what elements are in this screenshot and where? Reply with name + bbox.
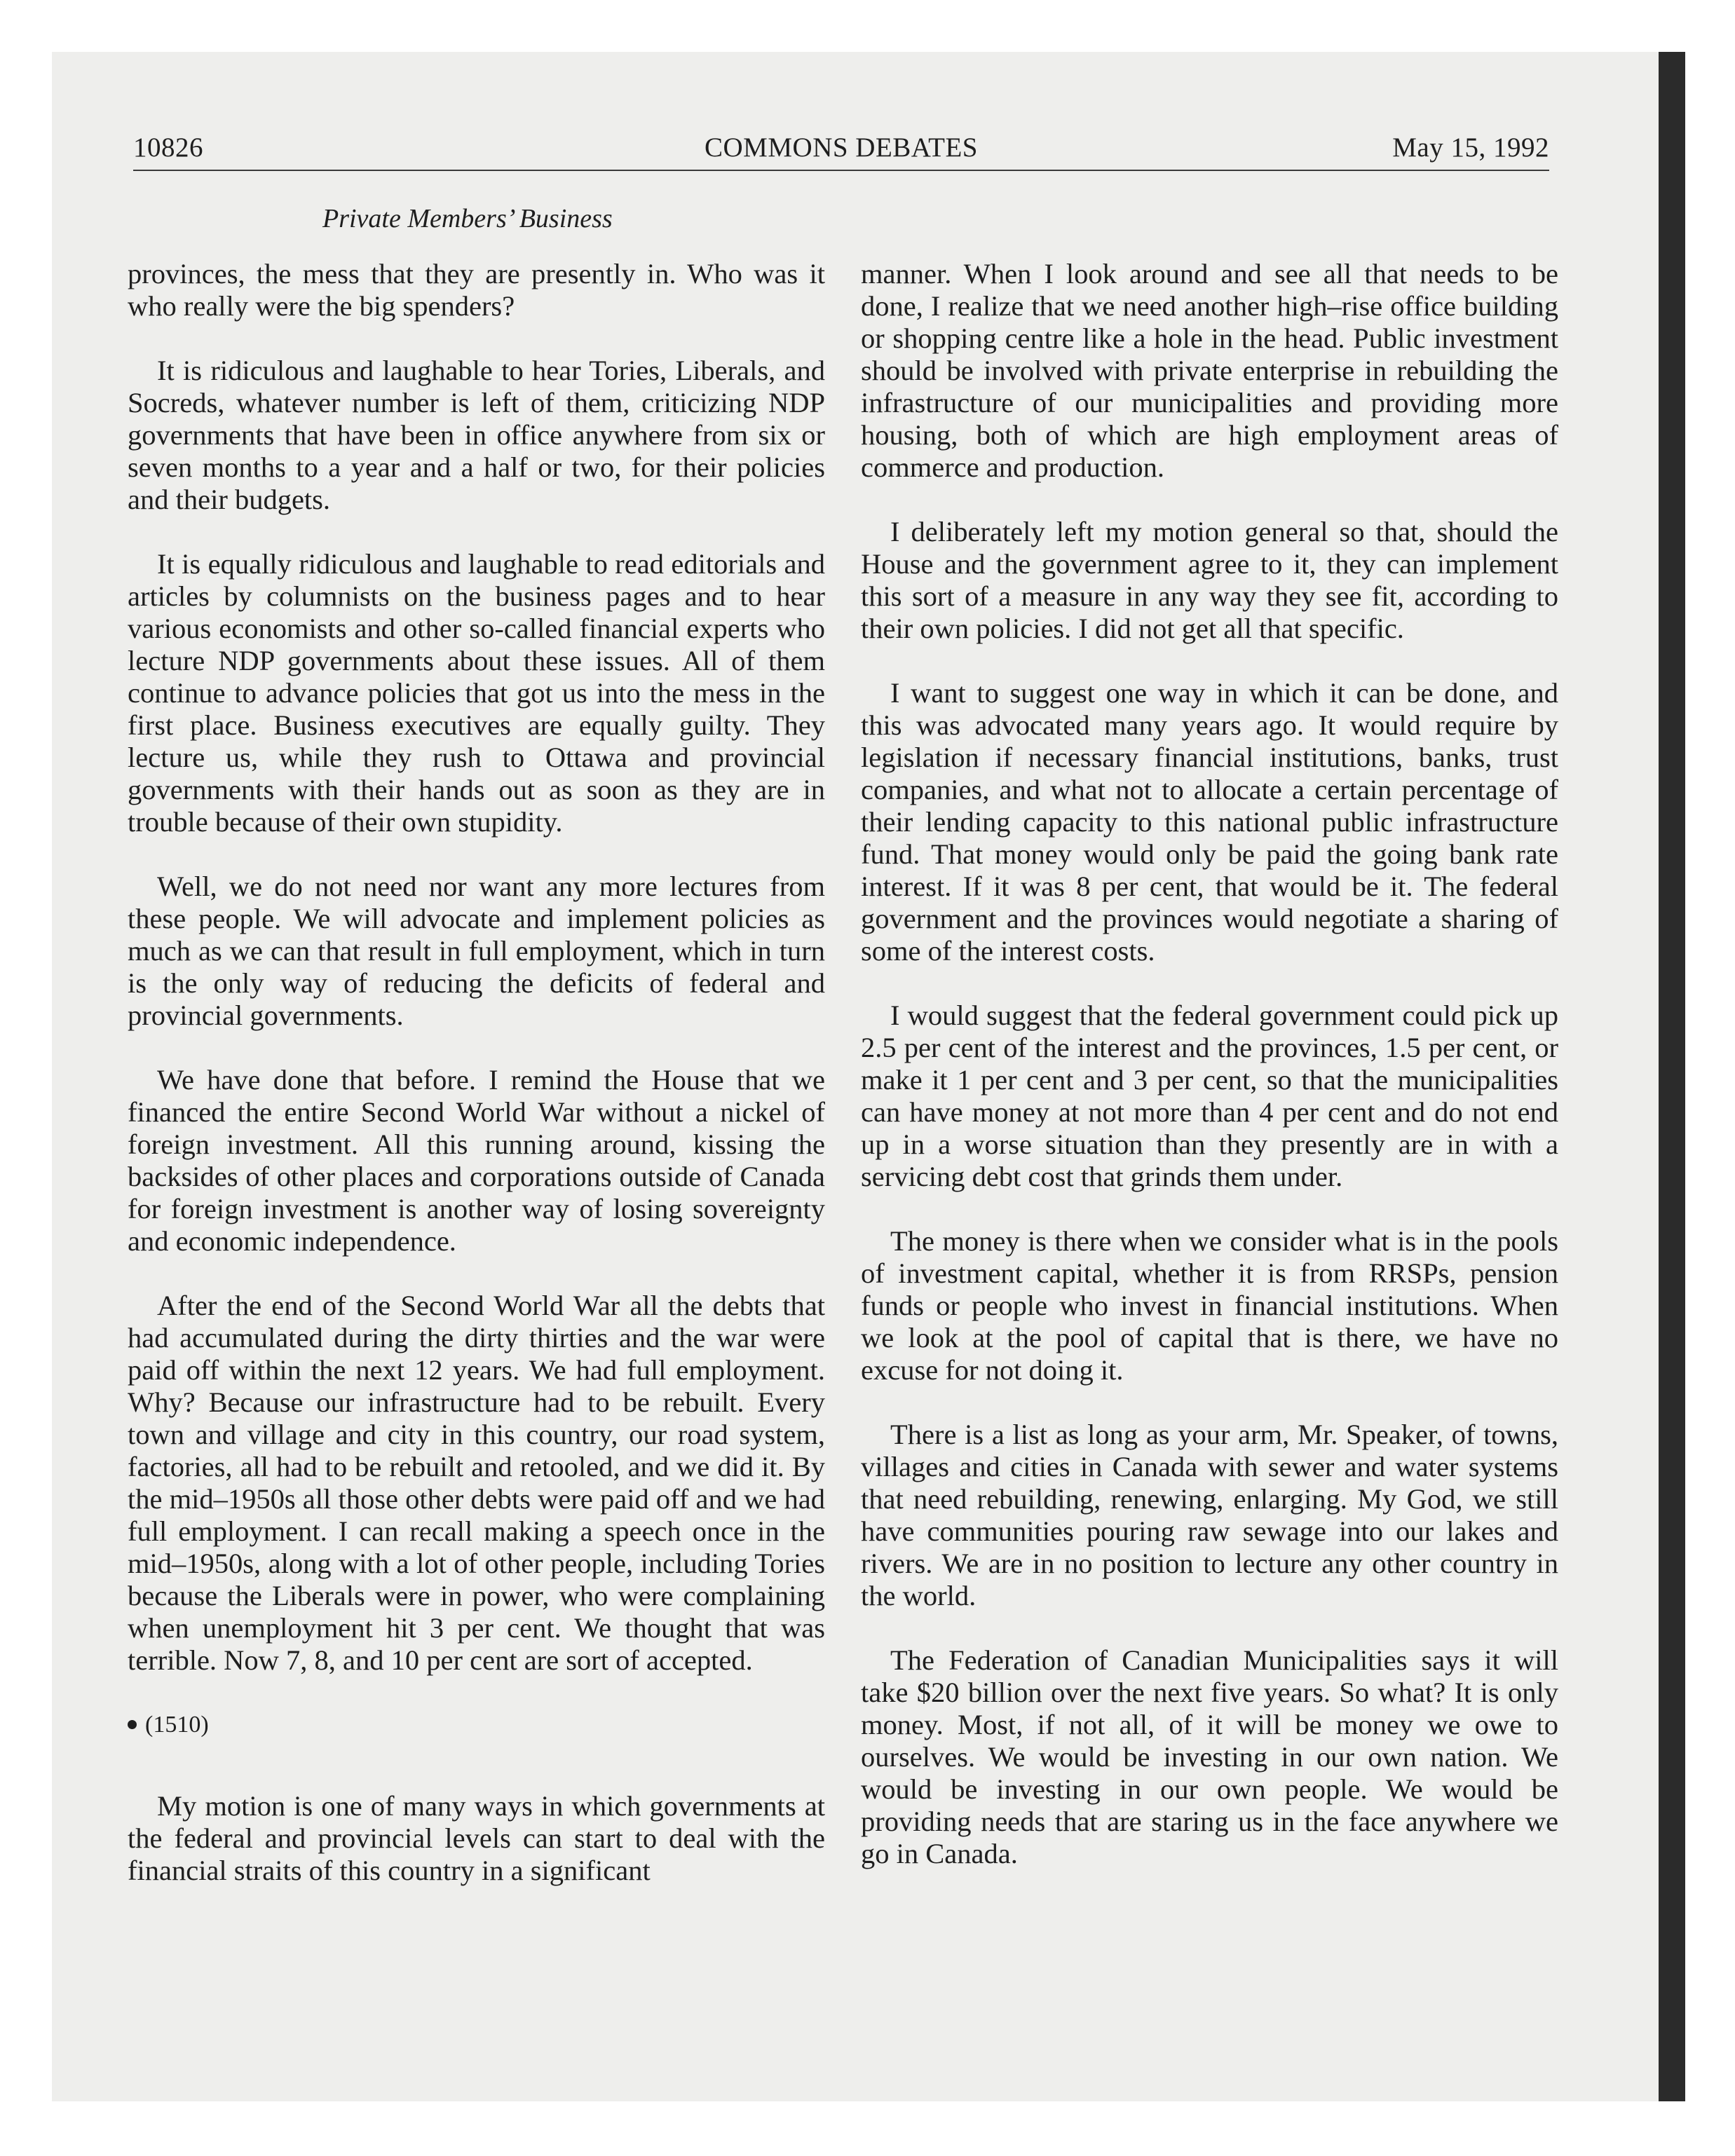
paragraph: After the end of the Second World War all the debts that had accumulated during the dirty thirties and the war were paid off within the next 12 years. We had full employment. Why? Because our infrastructure had to be rebuilt. Every town and village and city in this country, our road system, factories, all had to be rebuilt and retooled, and we did it. By the mid–1950s all those other debts were paid off and we had full employment. I can recall making a speech once in the mid–1950s, along with a lot of other people, including Tories because the Liberals were in power, who were complaining when unemployment hit 3 per cent. We thought that was terrible. Now 7, 8, and 10 per cent are sort of accepted. — [128, 1290, 825, 1676]
left-column — [128, 258, 825, 1919]
scan-edge-shadow — [1659, 52, 1685, 2101]
paragraph: The Federation of Canadian Municipalities says it will take $20 billion over the next five years. So what? It is only money. Most, if not all, of it will be money we owe to ourselves. We would be investing in our own nation. We would be investing in our own people. We would be providing needs that are staring us in the face anywhere we go in Canada. — [861, 1644, 1558, 1869]
running-head — [133, 130, 1549, 171]
bullet-icon — [128, 1720, 137, 1729]
journal-title: COMMONS DEBATES — [705, 132, 978, 163]
paragraph: I would suggest that the federal government could pick up 2.5 per cent of the interest and the provinces, 1.5 per cent, or make it 1 per cent and 3 per cent, so that the municipalities can have money at not more than 4 per cent and do not end up in a worse situation than they presently are in with a servicing debt cost that grinds them under. — [861, 999, 1558, 1192]
paragraph: There is a list as long as your arm, Mr. Speaker, of towns, villages and cities in Canada with sewer and water systems that need rebuilding, renewing, enlarging. My God, we still have communities pouring raw sewage into our lakes and rivers. We are in no position to lecture any other country in the world. — [861, 1419, 1558, 1611]
paragraph: It is ridiculous and laughable to hear Tories, Liberals, and Socreds, whatever number is left of them, criticizing NDP governments that have been in office anywhere from six or seven months to a year and a half or two, for their policies and their budgets. — [128, 355, 825, 515]
timestamp-text: (1510) — [145, 1712, 209, 1738]
paragraph: The money is there when we consider what is in the pools of investment capital, whether it is from RRSPs, pension funds or people who invest in financial institutions. When we look at the pool of capital that is there, we have no excuse for not doing it. — [861, 1225, 1558, 1386]
paragraph: manner. When I look around and see all that needs to be done, I realize that we need another high–rise office building or shopping centre like a hole in the head. Public investment should be involved with private enterprise in rebuilding the infrastructure of our municipalities and providing more housing, both of which are high employment areas of commerce and production. — [861, 258, 1558, 483]
paragraph: We have done that before. I remind the House that we financed the entire Second World War without a nickel of foreign investment. All this running around, kissing the backsides of other places and corporations outside of Canada for foreign investment is another way of losing sovereignty and economic independence. — [128, 1064, 825, 1257]
paragraph: provinces, the mess that they are presently in. Who was it who really were the big spenders? — [128, 258, 825, 322]
page-date: May 15, 1992 — [1392, 132, 1549, 163]
paragraph: My motion is one of many ways in which governments at the federal and provincial levels can start to deal with the financial straits of this country in a significant — [128, 1790, 825, 1886]
paragraph: Well, we do not need nor want any more lectures from these people. We will advocate and implement policies as much as we can that result in full employment, which in turn is the only way of reducing the deficits of federal and provincial governments. — [128, 871, 825, 1031]
right-column — [861, 258, 1558, 1902]
paragraph: I want to suggest one way in which it can be done, and this was advocated many years ago. It would require by legislation if necessary financial institutions, banks, trust companies, and what not to allocate a certain percentage of their lending capacity to this national public infrastructure fund. That money would only be paid the going bank rate interest. If it was 8 per cent, that would be it. The federal government and the provinces would negotiate a sharing of some of the interest costs. — [861, 677, 1558, 967]
timestamp-marker — [128, 1709, 825, 1741]
section-label: Private Members’ Business — [322, 204, 613, 233]
paragraph: I deliberately left my motion general so that, should the House and the government agree to it, they can implement this sort of a measure in any way they see fit, according to their own policies. I did not get all that specific. — [861, 516, 1558, 644]
paragraph: It is equally ridiculous and laughable to read editorials and articles by columnists on the business pages and to hear various economists and other so-called financial experts who lecture NDP governments about these issues. All of them continue to advance policies that got us into the mess in the first place. Business executives are equally guilty. They lecture us, while they rush to Ottawa and provincial governments with their hands out as soon as they are in trouble because of their own stupidity. — [128, 548, 825, 838]
page-number: 10826 — [133, 132, 203, 163]
